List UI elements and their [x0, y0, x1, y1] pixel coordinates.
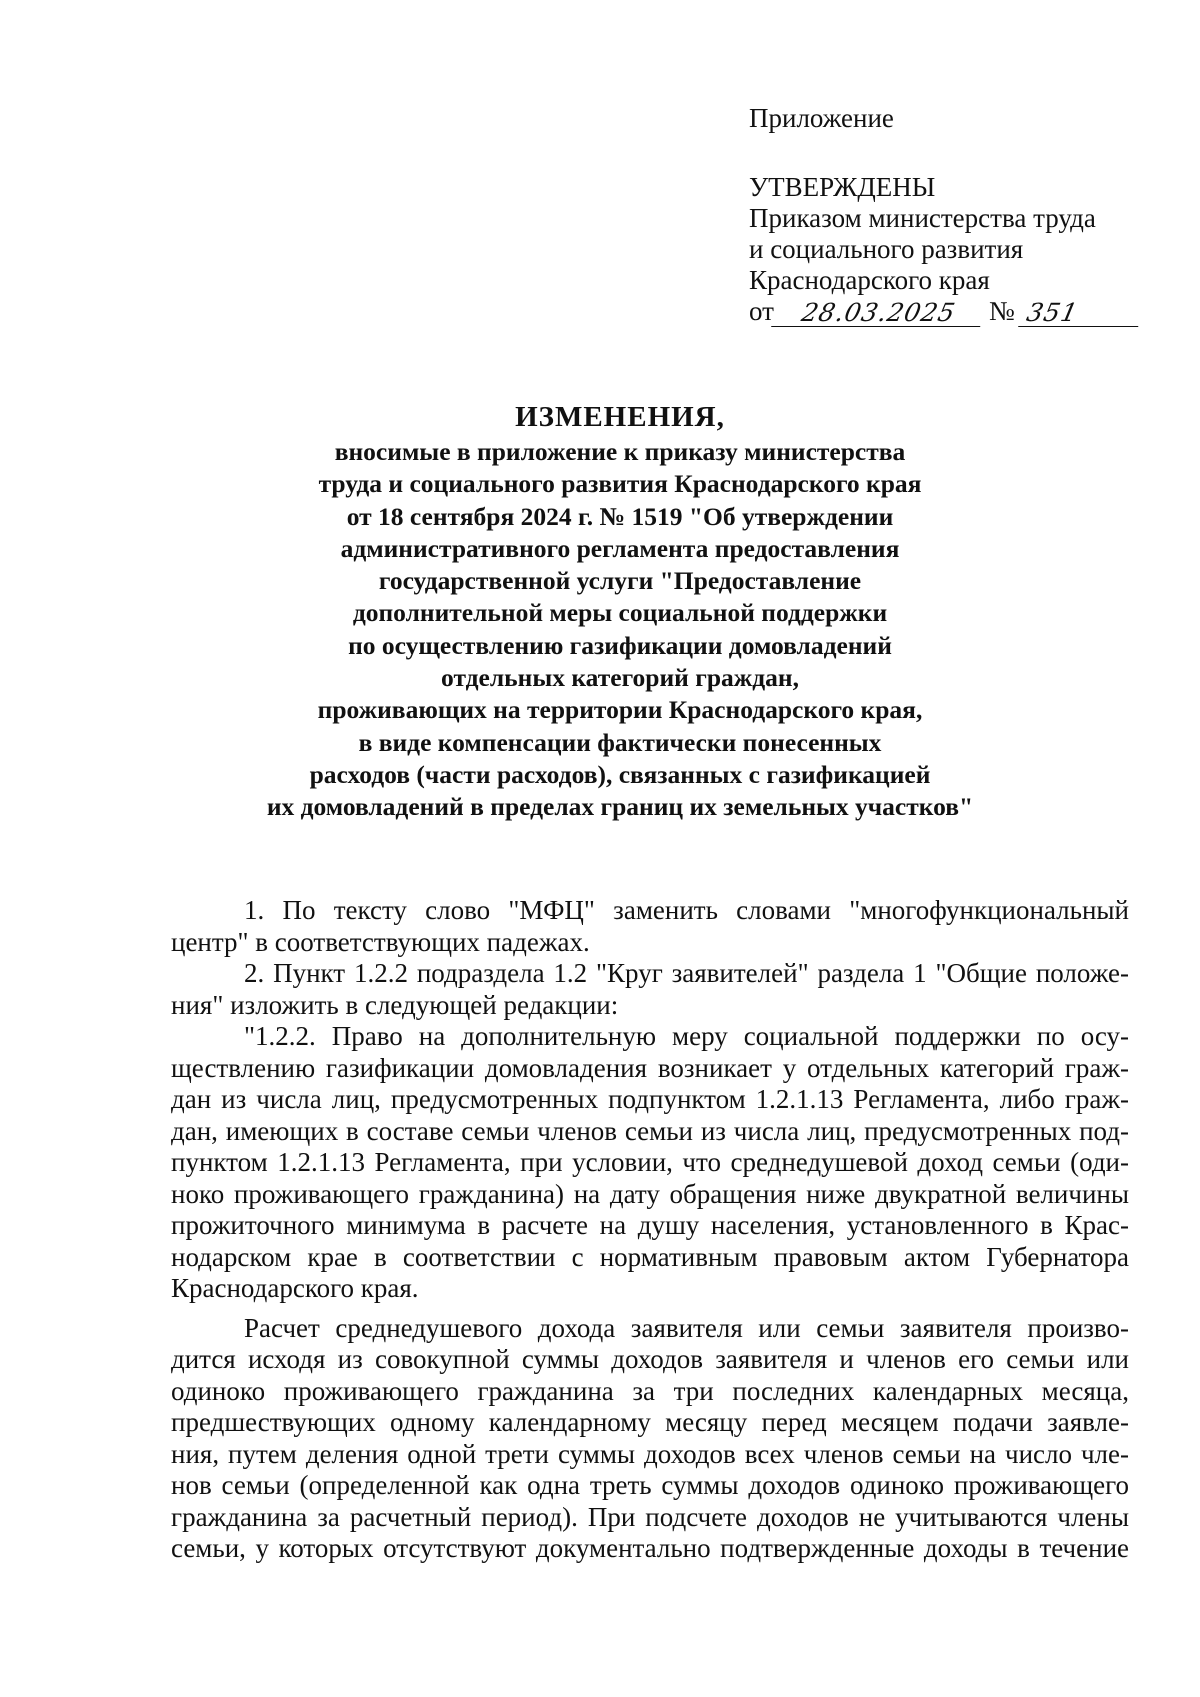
- paragraph-line: одиноко проживающего гражданина за три последних календарных месяца,: [171, 1375, 1129, 1406]
- number-sign: №: [988, 296, 1015, 326]
- title-line: в виде компенсации фактически понесенных: [358, 727, 882, 757]
- paragraph-line: 1. По тексту слово "МФЦ" заменить словами "многофункциональный: [244, 895, 1129, 925]
- title-line: государственной услуги "Предоставление: [378, 566, 862, 596]
- paragraph-line: 2. Пункт 1.2.2 подраздела 1.2 "Круг заявителей" раздела 1 "Общие положе-: [244, 958, 1129, 988]
- title-line: труда и социального развития Краснодарского края: [318, 469, 922, 499]
- paragraph-line: ния" изложить в следующей редакции:: [171, 989, 619, 1020]
- paragraph-line: ществлению газификации домовладения возникает у отдельных категорий граж-: [171, 1052, 1129, 1083]
- approval-line: Краснодарского края: [749, 265, 990, 295]
- title-heading: ИЗМЕНЕНИЯ,: [515, 401, 725, 433]
- document-body: [171, 895, 1129, 1565]
- paragraph-line: нодарском крае в соответствии с нормативным правовым актом Губернатора: [171, 1241, 1129, 1272]
- title-line: от 18 сентября 2024 г. № 1519 "Об утверждении: [346, 501, 894, 531]
- paragraph-line: центр" в соответствующих падежах.: [171, 926, 590, 957]
- approval-block: [749, 103, 1149, 327]
- approval-date-row: [749, 296, 1149, 327]
- paragraph-line: ноко проживающего гражданина) на дату обращения ниже двукратной величины: [171, 1178, 1129, 1209]
- paragraph-line: пунктом 1.2.1.13 Регламента, при условии, что среднедушевой доход семьи (оди-: [171, 1147, 1129, 1177]
- handwritten-date: 28.03.2025: [771, 300, 986, 327]
- document-title: [250, 400, 990, 824]
- title-line: по осуществлению газификации домовладений: [348, 630, 892, 660]
- paragraph-line: семьи, у которых отсутствуют документально подтвержденные доходы в течение: [171, 1533, 1129, 1563]
- title-line: расходов (части расходов), связанных с газификацией: [309, 759, 931, 789]
- handwritten-number: 351: [1018, 300, 1144, 327]
- title-line: административного регламента предоставления: [340, 533, 900, 563]
- title-line: их домовладений в пределах границ их земельных участков": [266, 792, 974, 822]
- approval-line: Приказом министерства труда: [749, 203, 1096, 233]
- paragraph-line: дан из числа лиц, предусмотренных подпунктом 1.2.1.13 Регламента, либо граж-: [171, 1084, 1129, 1114]
- paragraph-line: ния, путем деления одной трети суммы доходов всех членов семьи на число чле-: [171, 1438, 1129, 1469]
- appendix-label: Приложение: [749, 103, 894, 133]
- paragraph-line: "1.2.2. Право на дополнительную меру социальной поддержки по осу-: [244, 1021, 1129, 1051]
- title-line: вносимые в приложение к приказу министерства: [334, 437, 906, 466]
- paragraph-line: дится исходя из совокупной суммы доходов заявителя и членов его семьи или: [171, 1344, 1129, 1374]
- date-prefix: от: [749, 296, 774, 326]
- approval-line: и социального развития: [749, 234, 1024, 264]
- paragraph-line: гражданина за расчетный период). При подсчете доходов не учитываются члены: [171, 1501, 1129, 1532]
- paragraph-line: Расчет среднедушевого дохода заявителя или семьи заявителя произво-: [244, 1312, 1129, 1343]
- paragraph-line: предшествующих одному календарному месяцу перед месяцем подачи заявле-: [171, 1407, 1129, 1437]
- paragraph-line: нов семьи (определенной как одна треть суммы доходов одиноко проживающего: [171, 1470, 1129, 1500]
- paragraph-line: Краснодарского края.: [171, 1273, 419, 1303]
- paragraph-gap: [171, 1305, 1129, 1313]
- title-line: отдельных категорий граждан,: [441, 663, 799, 693]
- paragraph-line: прожиточного минимума в расчете на душу населения, установленного в Крас-: [171, 1210, 1129, 1240]
- title-line: дополнительной меры социальной поддержки: [352, 598, 888, 628]
- paragraph-line: дан, имеющих в составе семьи членов семьи из числа лиц, предусмотренных под-: [171, 1115, 1129, 1146]
- approved-heading: УТВЕРЖДЕНЫ: [749, 172, 936, 202]
- title-line: проживающих на территории Краснодарского края,: [317, 695, 923, 725]
